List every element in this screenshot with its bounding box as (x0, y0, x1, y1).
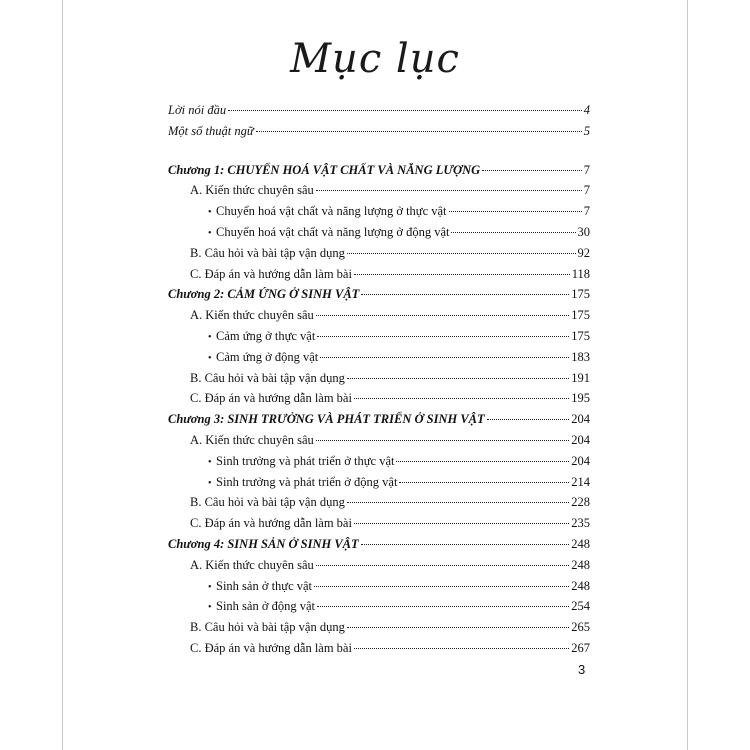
toc-entry-text: Lời nói đầu (168, 103, 227, 117)
toc-entry-text: B. Câu hỏi và bài tập vận dụng (190, 245, 345, 260)
toc-page-number: 7 (583, 183, 590, 198)
toc-entry-text: Sinh sản ở thực vật (216, 578, 313, 593)
toc-entry-label (208, 596, 315, 618)
chapter-prefix: Chương 2: (168, 287, 228, 302)
toc-page-number: 30 (577, 225, 590, 239)
toc-entry-text: B. Câu hỏi và bài tập vận dụng (190, 370, 345, 385)
dot-leader (316, 315, 569, 316)
toc-entry-label (168, 284, 359, 304)
toc-entry-text: C. Đáp án và hướng dẫn làm bài (190, 391, 352, 406)
toc-entry (208, 222, 590, 242)
toc-entry-text: Sinh trưởng và phát triển ở động vật (216, 474, 398, 489)
toc-chapter-entry (168, 284, 590, 304)
dot-leader (228, 110, 582, 111)
toc-page-number: 265 (571, 620, 590, 635)
dot-leader (347, 502, 569, 503)
toc-entry (208, 326, 590, 346)
toc-entry (190, 513, 590, 533)
toc-page-number: 248 (571, 578, 590, 593)
dot-leader (316, 190, 582, 191)
bullet-icon: • (208, 581, 212, 593)
toc-entry-label (168, 160, 480, 180)
toc-entry-text: A. Kiến thức chuyên sâu (190, 433, 314, 447)
toc-entry-label (168, 409, 485, 429)
toc-page-number: 175 (571, 329, 590, 343)
bullet-icon: • (208, 332, 212, 343)
toc-entry-text: CẢM ỨNG Ở SINH VẬT (227, 287, 360, 302)
toc-entry (208, 576, 590, 596)
toc-entry-label (208, 472, 397, 494)
dot-leader (316, 440, 569, 441)
bullet-icon: • (208, 207, 212, 219)
toc-entry-text: Sinh trưởng và phát triển ở thực vật (216, 453, 395, 468)
toc-entry-label (190, 555, 314, 575)
toc-entry-text: Sinh sản ở động vật (216, 599, 315, 614)
toc-page-number: 5 (583, 123, 590, 138)
toc-entry-label (208, 222, 449, 244)
toc-entry-label (190, 305, 314, 325)
toc-page-number: 183 (571, 349, 590, 364)
toc-entry-label (190, 638, 352, 658)
toc-page-number: 92 (577, 245, 590, 260)
bullet-icon: • (208, 352, 212, 364)
toc-entry (208, 596, 590, 616)
dot-leader (347, 253, 576, 254)
toc-entry-label (208, 326, 315, 348)
dot-leader (316, 565, 569, 566)
dot-leader (314, 586, 569, 587)
dot-leader (347, 378, 569, 379)
page-number: 3 (578, 662, 586, 677)
toc-entry-text: Chuyển hoá vật chất và năng lượng ở động vật (216, 225, 450, 239)
bullet-icon: • (208, 477, 212, 489)
toc-entry-label (168, 121, 254, 141)
toc-entry-label (190, 264, 352, 284)
chapter-prefix: Chương 1: (168, 162, 228, 177)
toc-entry-text: B. Câu hỏi và bài tập vận dụng (190, 495, 345, 510)
toc-entry-label (190, 180, 314, 200)
dot-leader (482, 170, 582, 171)
dot-leader (256, 131, 582, 132)
toc-entry-label (168, 100, 226, 120)
toc-entry-text: C. Đáp án và hướng dẫn làm bài (190, 516, 352, 531)
toc-entry-text: A. Kiến thức chuyên sâu (190, 308, 314, 323)
dot-leader (354, 398, 569, 399)
toc-entry-text: B. Câu hỏi và bài tập vận dụng (190, 620, 345, 635)
toc-page-number: 248 (571, 557, 590, 572)
dot-leader (449, 211, 582, 212)
toc-entry-label (208, 201, 447, 223)
dot-leader (354, 274, 570, 275)
toc-entry-label (190, 492, 345, 512)
toc-entry (208, 347, 590, 367)
toc-entry (190, 492, 590, 512)
dot-leader (361, 294, 569, 295)
toc-entry (190, 180, 590, 200)
dot-leader (347, 627, 569, 628)
toc-entry-label (168, 534, 359, 554)
toc-entry-text: C. Đáp án và hướng dẫn làm bài (190, 266, 352, 281)
toc-entry (190, 555, 590, 575)
toc-entry-label (190, 243, 345, 263)
toc-entry (190, 388, 590, 408)
toc-page-number: 248 (571, 537, 590, 551)
toc-entry-label (190, 388, 352, 408)
toc-entry-text: Cảm ứng ở thực vật (216, 329, 316, 343)
toc-entry (190, 368, 590, 388)
toc-chapter-entry (168, 409, 590, 429)
toc-page-number: 204 (571, 412, 590, 427)
toc-page-number: 118 (571, 266, 590, 281)
toc-entry-text: A. Kiến thức chuyên sâu (190, 557, 314, 572)
page-title: Mục lục (290, 36, 460, 82)
toc-page-number: 195 (571, 391, 590, 406)
toc-page-number: 191 (571, 370, 590, 385)
toc-page-number: 228 (571, 495, 590, 510)
toc-chapter-entry (168, 160, 590, 180)
toc-entry (190, 638, 590, 658)
toc-entry-text: Một số thuật ngữ (168, 123, 254, 138)
dot-leader (320, 357, 569, 358)
toc-entry (168, 100, 590, 120)
toc-entry (190, 617, 590, 637)
toc-entry-text: SINH SẢN Ở SINH VẬT (227, 537, 359, 551)
toc-entry (190, 243, 590, 263)
toc-entry (208, 451, 590, 471)
toc-page-number: 4 (583, 103, 590, 117)
toc-entry-label (208, 451, 394, 473)
dot-leader (361, 544, 570, 545)
toc-entry-text: A. Kiến thức chuyên sâu (190, 183, 314, 198)
toc-entry (190, 305, 590, 325)
toc-page-number: 254 (571, 599, 590, 614)
toc-entry-text: C. Đáp án và hướng dẫn làm bài (190, 641, 352, 655)
toc-page-number: 7 (583, 162, 590, 177)
dot-leader (451, 232, 575, 233)
toc-page-number: 7 (583, 204, 590, 219)
toc-page-number: 214 (571, 474, 590, 489)
toc-entry-label (190, 513, 352, 533)
toc-page-number: 204 (571, 453, 590, 468)
toc-entry (208, 472, 590, 492)
toc-entry-text: SINH TRƯỞNG VÀ PHÁT TRIỂN Ở SINH VẬT (227, 412, 485, 427)
dot-leader (317, 606, 569, 607)
bullet-icon: • (208, 456, 212, 468)
dot-leader (399, 482, 569, 483)
toc-chapter-entry (168, 534, 590, 554)
toc-entry (208, 201, 590, 221)
dot-leader (487, 419, 570, 420)
toc-entry-label (190, 368, 345, 388)
toc-entry-label (208, 576, 312, 598)
dot-leader (354, 523, 569, 524)
chapter-prefix: Chương 3: (168, 412, 228, 427)
toc-page-number: 175 (571, 287, 590, 302)
dot-leader (354, 648, 569, 649)
toc-entry-label (190, 430, 314, 450)
toc-entry-text: CHUYỂN HOÁ VẬT CHẤT VÀ NĂNG LƯỢNG (227, 162, 481, 177)
toc-page-number: 175 (571, 308, 590, 323)
dot-leader (396, 461, 569, 462)
toc-page-number: 267 (571, 641, 590, 655)
bullet-icon: • (208, 228, 212, 239)
bullet-icon: • (208, 602, 212, 614)
toc-page-number: 204 (571, 433, 590, 447)
toc-entry-text: Chuyển hoá vật chất và năng lượng ở thực vật (216, 204, 447, 219)
toc-entry-text: Cảm ứng ở động vật (216, 349, 319, 364)
toc-entry-label (208, 347, 318, 369)
toc-entry-label (190, 617, 345, 637)
toc-entry (190, 264, 590, 284)
chapter-prefix: Chương 4: (168, 537, 228, 551)
dot-leader (317, 336, 569, 337)
toc-page-number: 235 (571, 516, 590, 531)
toc-entry (190, 430, 590, 450)
toc-entry (168, 121, 590, 141)
